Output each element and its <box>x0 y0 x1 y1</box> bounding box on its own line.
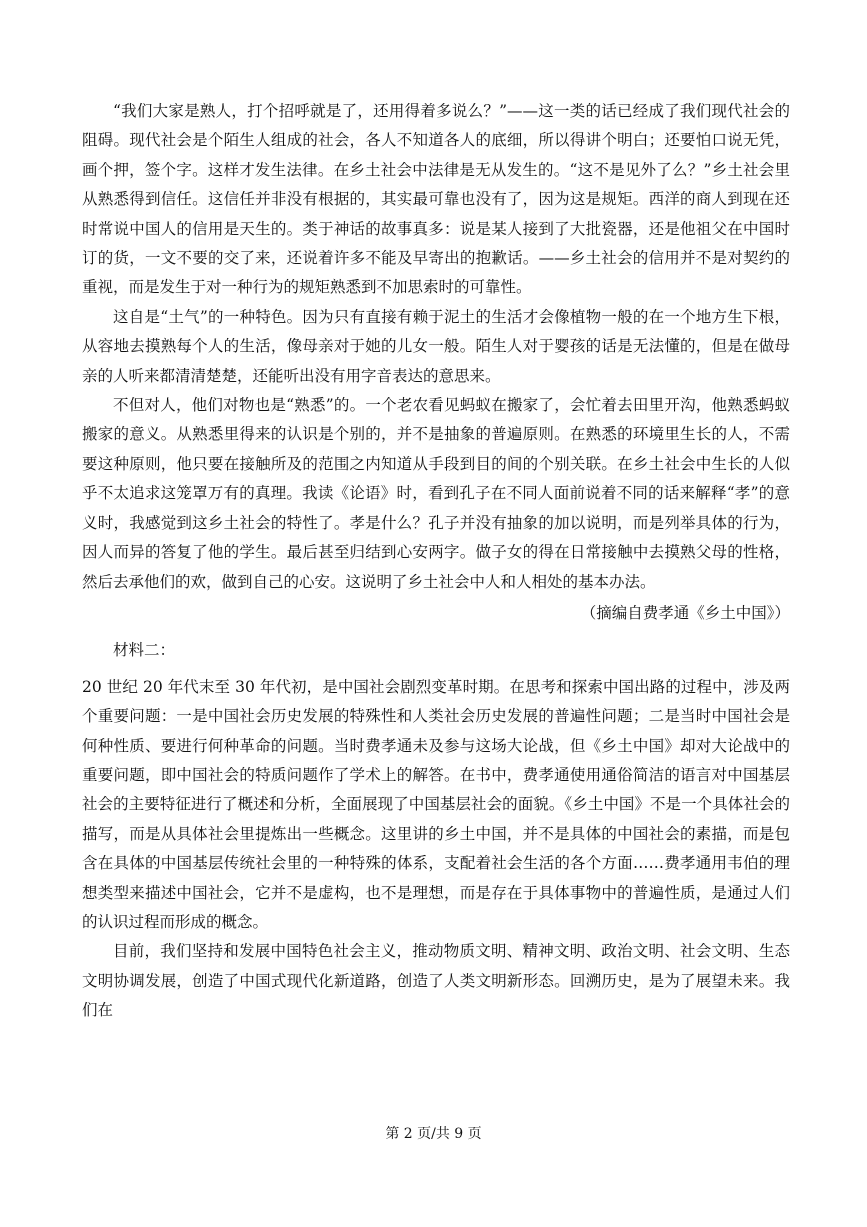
paragraph-1: “我们大家是熟人，打个招呼就是了，还用得着多说么？”——这一类的话已经成了我们现代社会的阻碍。现代社会是个陌生人组成的社会，各人不知道各人的底细，所以得讲个明白；还要怕口说无凭，画个押，签个字。这样才发生法律。在乡土社会中法律是无从发生的。“这不是见外了么？”乡土社会里从熟悉得到信任。这信任并非没有根据的，其实最可靠也没有了，因为这是规矩。西洋的商人到现在还时常说中国人的信用是天生的。类于神话的故事真多：说是某人接到了大批瓷器，还是他祖父在中国时订的货，一文不要的交了来，还说着许多不能及早寄出的抱歉话。——乡土社会的信用并不是对契约的重视，而是发生于对一种行为的规矩熟悉到不加思索时的可靠性。 <box>82 102 790 297</box>
paragraph-3: 不但对人，他们对物也是“熟悉”的。一个老农看见蚂蚁在搬家了，会忙着去田里开沟，他熟悉蚂蚁搬家的意义。从熟悉里得来的认识是个别的，并不是抽象的普遍原则。在熟悉的环境里生长的人，不需要这种原则，他只要在接触所及的范围之内知道从手段到目的间的个别关联。在乡土社会中生长的人似乎不太追求这笼罩万有的真理。我读《论语》时，看到孔子在不同人面前说着不同的话来解释“孝”的意义时，我感觉到这乡土社会的特性了。孝是什么？孔子并没有抽象的加以说明，而是列举具体的行为，因人而异的答复了他的学生。最后甚至归结到心安两字。做子女的得在日常接触中去摸熟父母的性格，然后去承他们的欢，做到自己的心安。这说明了乡土社会中人和人相处的基本办法。 <box>82 396 790 591</box>
page-number-footer: 第 2 页/共 9 页 <box>385 1126 482 1142</box>
document-body <box>82 97 790 1026</box>
paragraph-2: 这自是“土气”的一种特色。因为只有直接有赖于泥土的生活才会像植物一般的在一个地方生下根，从容地去摸熟每个人的生活，像母亲对于她的儿女一般。陌生人对于婴孩的话是无法懂的，但是在做母亲的人听来都清清楚楚，还能听出没有用字音表达的意思来。 <box>82 307 790 385</box>
material-two-paragraph-2: 目前，我们坚持和发展中国特色社会主义，推动物质文明、精神文明、政治文明、社会文明、生态文明协调发展，创造了中国式现代化新道路，创造了人类文明新形态。回溯历史，是为了展望未来。我们在 <box>82 942 790 1020</box>
material-two-paragraph-1: 20 世纪 20 年代末至 30 年代初，是中国社会剧烈变革时期。在思考和探索中国出路的过程中，涉及两个重要问题：一是中国社会历史发展的特殊性和人类社会历史发展的普遍性问题；二是当时中国社会是何种性质、要进行何种革命的问题。当时费孝通未及参与这场大论战，但《乡土中国》却对大论战中的重要问题，即中国社会的特质问题作了学术上的解答。在书中，费孝通使用通俗简洁的语言对中国基层社会的主要特征进行了概述和分析，全面展现了中国基层社会的面貌。《乡土中国》不是一个具体社会的描写，而是从具体社会里提炼出一些概念。这里讲的乡土中国，并不是具体的中国社会的素描，而是包含在具体的中国基层传统社会里的一种特殊的体系，支配着社会生活的各个方面……费孝通用韦伯的理想类型来描述中国社会，它并不是虚构，也不是理想，而是存在于具体事物中的普遍性质，是通过人们的认识过程而形成的概念。 <box>82 677 790 931</box>
source-citation: （摘编自费孝通《乡土中国》） <box>580 603 790 622</box>
material-two-heading: 材料二： <box>113 641 176 660</box>
